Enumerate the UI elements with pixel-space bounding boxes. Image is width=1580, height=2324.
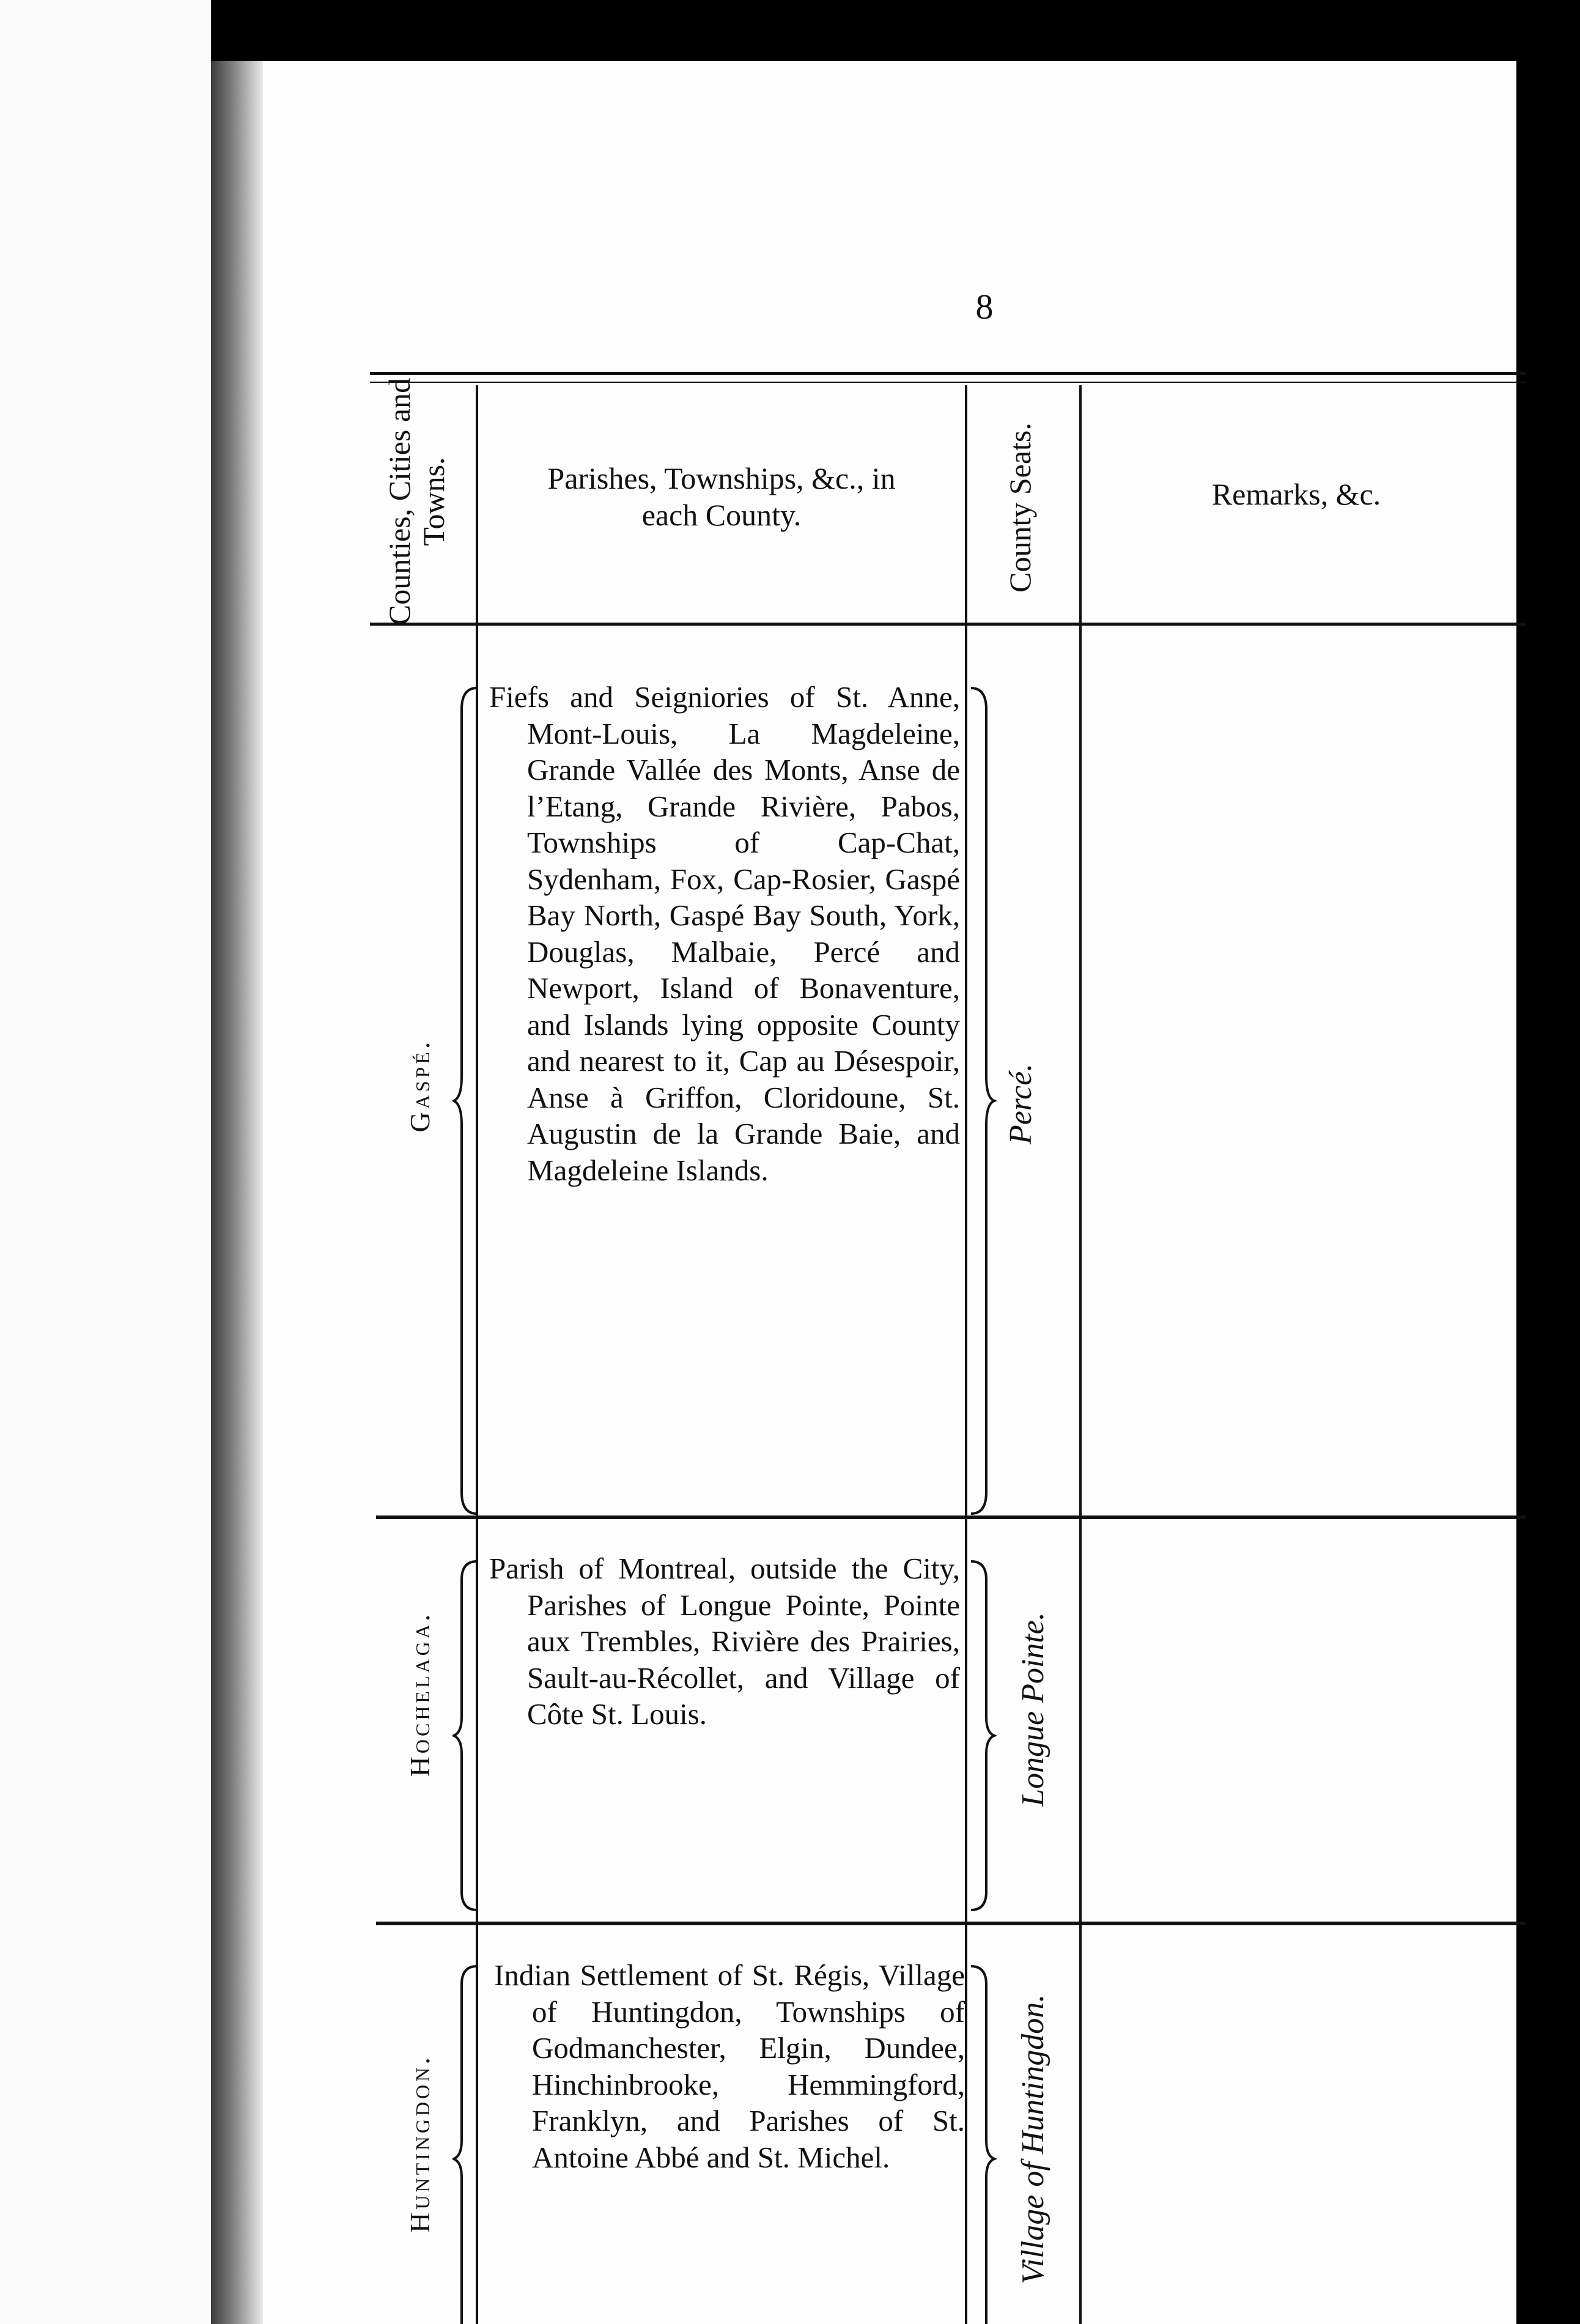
right-brace-icon [966,685,997,1517]
left-brace-icon [452,685,483,1517]
header-county-seats: County Seats. [1003,423,1037,593]
left-brace-icon [452,1558,483,1913]
top-rule-thin [370,382,1526,383]
row-rule-2 [376,1922,1526,1925]
top-rule [370,372,1526,375]
header-remarks: Remarks, &c. [1211,477,1381,511]
parish-list [489,1550,960,1733]
parish-list [494,1957,965,2175]
right-brace-icon [966,1558,997,1913]
parish-text: Indian Settlement of St. Régis, Village of Huntingdon, Townships of Godmanchester, Elgin, Dundee, Hinchinbrooke, Hemmingford, Franklyn, and Parishes of St. Antoine Abbé and St. Michel. [494,1958,965,2174]
header-parishes: Parishes, Townships, &c., in each County. [547,461,896,532]
column-divider-3 [1079,385,1082,2324]
county-name: Gaspé. [404,1038,435,1133]
parish-text: Fiefs and Seigniories of St. Anne, Mont-Louis, La Magdeleine, Grande Vallée des Monts, Anse de l’Etang, Grande Rivière, Pabos, Townships of Cap-Chat, Sydenham, Fox, Cap-Rosier, Gaspé Bay North, Gaspé Bay South, York, Douglas, Malbaie, Percé and Newport, Island of Bonaventure, and Islands lying opposite County and nearest to it, Cap au Désespoir, Anse à Griffon, Cloridoune, St. Augustin de la Grande Baie, and Magdeleine Islands. [489,680,960,1187]
parish-text: Parish of Montreal, outside the City, Parishes of Longue Pointe, Pointe aux Trembles, Rivière des Prairies, Sault-au-Récollet, and Village of Côte St. Louis. [489,1552,960,1731]
page-edge [1516,61,1580,2324]
row-rule-1 [376,1515,1526,1519]
header-rule [370,623,1526,626]
facing-page [0,0,211,2324]
header-counties: Counties, Cities and Towns. [382,377,451,626]
page-number: 8 [975,287,994,327]
county-seat: Village of Huntingdon. [1016,1994,1050,2284]
county-name: Hochelaga. [404,1611,435,1777]
county-name: Huntingdon. [404,2054,435,2233]
left-brace-icon [452,1963,483,2324]
county-seat: Percé. [1003,1063,1038,1145]
book-gutter [211,61,266,2324]
county-seat: Longue Pointe. [1016,1612,1050,1807]
parish-list [489,679,960,1188]
right-brace-icon [966,1963,997,2324]
